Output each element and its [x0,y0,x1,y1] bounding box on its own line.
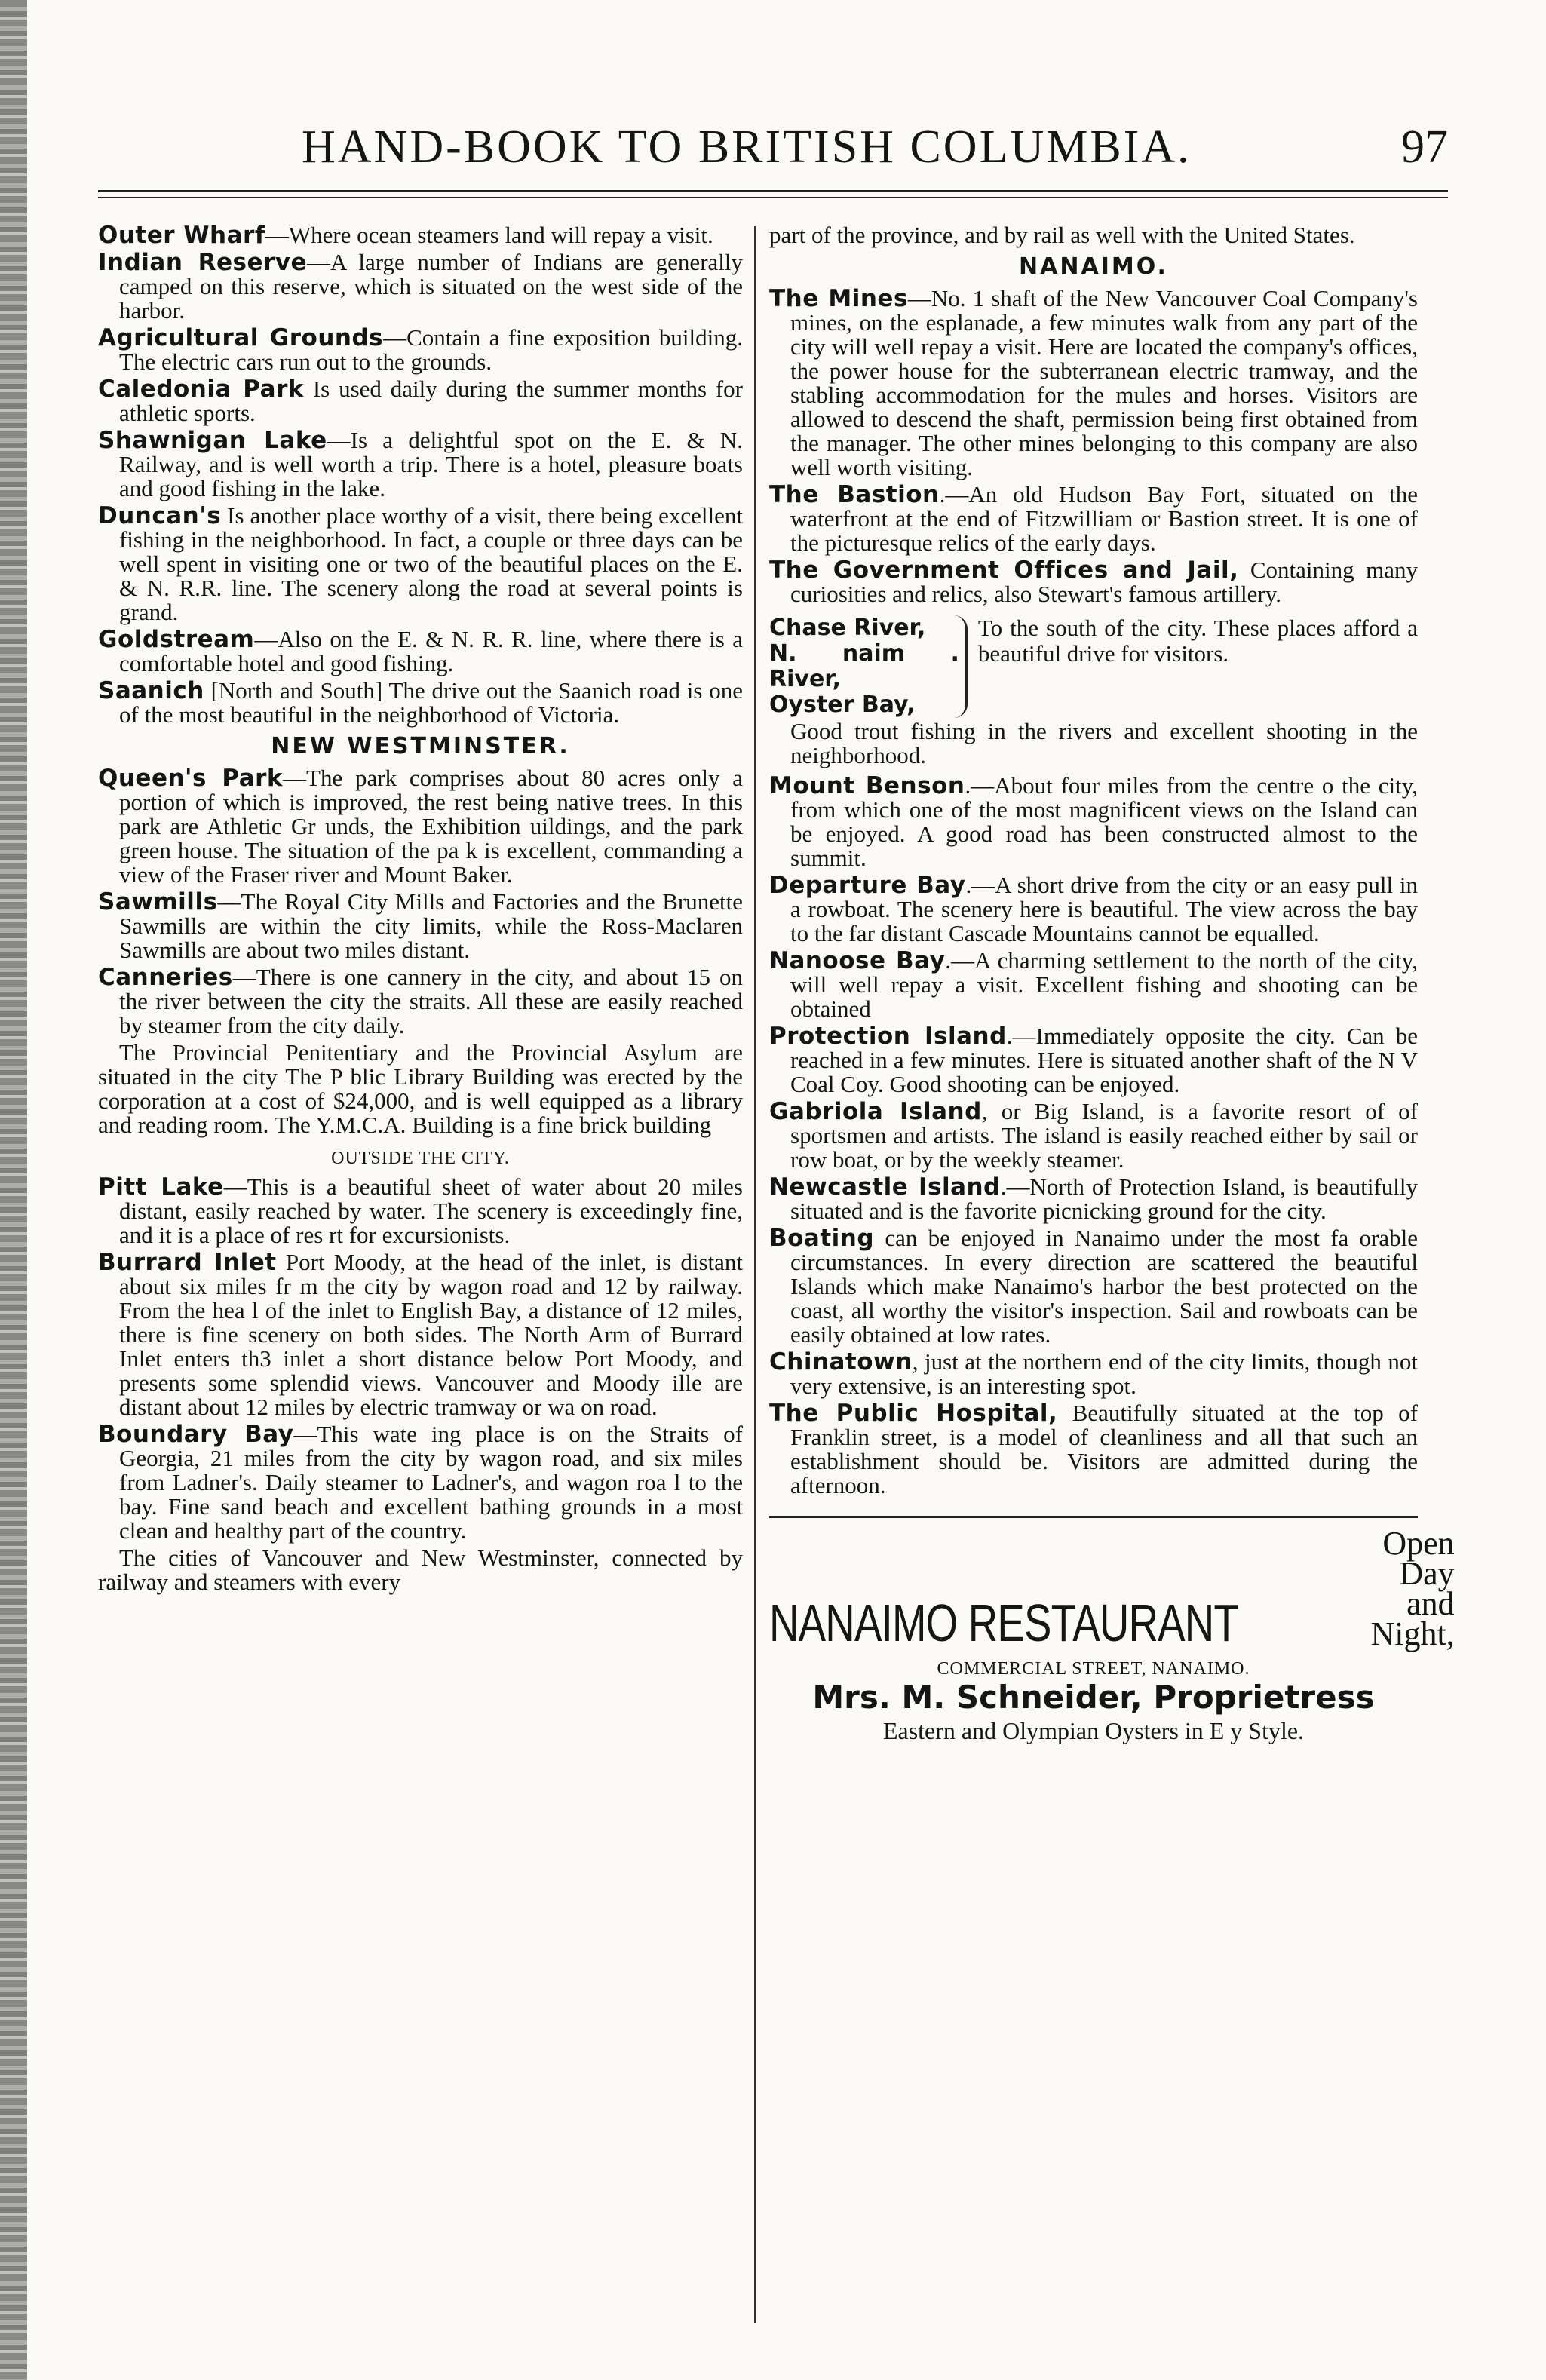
page-number: 97 [1401,121,1448,173]
place-oyster-bay: Oyster Bay, [769,692,916,718]
entry-term: The Government Offices and Jail, [769,557,1239,584]
continuation-text: part of the province, and by rail as well with the United States. [769,222,1355,248]
entry-indian-reserve [98,250,743,323]
place-chase-river: Chase River, [769,615,926,641]
entry-term: Saanich [98,677,204,704]
entry-text: .—About four miles from the centre o the city, from which one of the most magnificent views on the Island can be enjoyed. A good road has been constructed almost to the summit. [790,772,1419,871]
hours-line-2: and Night, [1370,1585,1455,1652]
entry-text: .—North of Protection Island, is beautifully situated and is the favorite picnicking ground for the city. [790,1173,1418,1224]
entry-text: , just at the northern end of the city limits, though not very extensive, is an interesting spot. [790,1348,1418,1399]
page-title: HAND-BOOK TO BRITISH COLUMBIA. [302,121,1192,173]
restaurant-specialty: Eastern and Olympian Oysters in E y Style. [882,1717,1305,1744]
entry-term: Nanoose Bay [769,947,946,974]
entry-boating [769,1226,1418,1347]
restaurant-address: COMMERCIAL STREET, NANAIMO. [937,1659,1250,1679]
left-column [98,223,743,1597]
entry-boundary-bay [98,1422,743,1543]
entry-term: The Public Hospital, [769,1400,1058,1427]
entry-text: —There is one cannery in the city, and about 15 on the river between the city the straits. All these are easily reached by steamer from the city daily. [119,964,743,1038]
entry-term: Caledonia Park [98,376,305,403]
entry-term: Boundary Bay [98,1421,294,1448]
entry-text: —No. 1 shaft of the New Vancouver Coal Company's mines, on the esplanade, a few minutes walk from any part of the city will well repay a visit. Here are located the company's offices, the power house for the subterranean electric tramway, and the stabling accommodation for the mules and horses. Visitors are allowed to descend the shaft, permission being first obtained from the manager. The other mines belonging to this company are also well worth visiting. [790,285,1418,480]
entry-text: —Also on the E. & N. R. R. line, where there is a comfortable hotel and good fishing. [119,626,743,676]
entry-the-bastion [769,483,1418,555]
entry-shawnigan-lake [98,428,743,501]
entry-public-hospital [769,1401,1418,1498]
entry-term: Newcastle Island [769,1173,1001,1201]
entry-term: The Bastion [769,481,940,508]
entry-text: —The Royal City Mills and Factories and the Brunette Sawmills are within the city limits, while the Ross-Maclaren Sawmills are about two miles distant. [119,888,743,963]
entry-sawmills [98,890,743,962]
entry-nanoose-bay [769,949,1418,1021]
advert-headline [769,1525,1455,1652]
entry-term: Shawnigan Lake [98,427,327,454]
institutions-paragraph: The Provincial Penitentiary and the Provincial Asylum are situated in the city The P blic Library Building was erected by the corporation at a cost of $24,000, and is well equipped as a library and reading room. The Y.M.C.A. Building is a fine brick building [98,1039,743,1138]
entry-term: Sawmills [98,888,218,916]
entry-text: Port Moody, at the head of the inlet, is distant about six miles fr m the city by wagon road and 12 by railway. From the hea l of the inlet to English Bay, a distance of 12 miles, there is fine scenery on both sides. The North Arm of Burrard Inlet enters th3 inlet a short distance below Port Moody, and presents some splendid views. Vancouver and Moody ille are distant about 12 miles by electric tramway or wa on road. [119,1249,743,1420]
entry-term: Indian Reserve [98,249,308,276]
entry-text: Beautifully situated at the top of Franklin street, is a model of cleanliness and all that such an establishment should be. Visitors are admitted during the afternoon. [790,1400,1418,1498]
entry-text: .—An old Hudson Bay Fort, situated on the waterfront at the end of Fitzwilliam or Bastion street. It is one of the picturesque relics of the early days. [790,481,1419,556]
entry-term: Gabriola Island [769,1098,982,1125]
entry-term: Protection Island [769,1023,1007,1050]
entry-goldstream [98,627,743,676]
entry-text: can be enjoyed in Nanaimo under the most fa orable circumstances. In every direction are scattered the beautiful Islands which make Nanaimo's harbor the best protected on the coast, all worthy the visitor's inspection. Sail and rowboats can be easily obtained at low rates. [790,1225,1418,1348]
entry-outer-wharf [98,223,743,247]
entry-burrard-inlet [98,1250,743,1419]
scanned-page-edge [0,0,27,2380]
entry-term: Boating [769,1225,875,1252]
entry-term: Agricultural Grounds [98,324,384,351]
entry-text: , or Big Island, is a favorite resort of of sportsmen and artists. The island is easily reached either by sail or row boat, or by the weekly steamer. [790,1098,1418,1173]
entry-pitt-lake [98,1175,743,1247]
entry-text: .—A short drive from the city or an easy pull in a rowboat. The scenery here is beautiful. The view across the bay to the far distant Cascade Mountains cannot be equalled. [790,872,1418,946]
entry-agricultural-grounds [98,326,743,374]
right-column [769,222,1455,1744]
hours-line-1: Open Day [1382,1525,1455,1592]
sub-heading-outside-city: OUTSIDE THE CITY. [331,1149,510,1168]
entry-text: Containing many curiosities and relics, also Stewart's famous artillery. [790,557,1418,607]
entry-newcastle-island [769,1175,1418,1223]
entry-term: Outer Wharf [98,222,265,249]
entry-departure-bay [769,873,1418,946]
entry-term: Burrard Inlet [98,1249,277,1276]
closing-paragraph: The cities of Vancouver and New Westminster, connected by railway and steamers with every [98,1544,743,1595]
entry-term: The Mines [769,285,908,312]
entry-text: —Is a delightful spot on the E. & N. Railway, and is well worth a trip. There is a hotel, pleasure boats and good fishing in the lake. [119,427,744,501]
entry-caledonia-park [98,377,743,425]
opening-hours [1370,1525,1455,1652]
entry-saanich [98,679,743,727]
entry-text: Is used daily during the summer months for athletic sports. [119,376,743,426]
entry-text: —This is a beautiful sheet of water about 20 miles distant, easily reached by water. The scenery is exceedingly fine, and it is a place of res rt for excursionists. [119,1173,743,1248]
entry-term: Chinatown [769,1348,913,1376]
restaurant-name: NANAIMO RESTAURANT [769,1593,1239,1652]
section-heading-nanaimo: NANAIMO. [1019,253,1168,280]
restaurant-advert [769,1525,1455,1744]
entry-term: Canneries [98,964,233,991]
entry-protection-island [769,1024,1418,1096]
entry-text: [North and South] The drive out the Saanich road is one of the most beautiful in the neighborhood of Victoria. [119,677,743,728]
place-nanaimo-river: N. naim . River, [769,640,959,692]
entry-the-mines [769,287,1418,480]
entry-text: .—A charming settlement to the north of the city, will well repay a visit. Excellent fishing and shooting can be obtained [790,947,1418,1022]
entry-text: —This wate ing place is on the Straits of Georgia, 21 miles from the city by wagon road, and six miles from Ladner's. Daily steamer to Ladner's, and wagon roa l to the bay. Fine sand beach and excellent bathing grounds in a most clean and healthy part of the country. [119,1421,744,1544]
brace-description: To the south of the city. These places afford a beautiful drive for visitors. [977,615,1418,667]
entry-term: Goldstream [98,626,255,653]
brace-place-names [769,615,968,718]
column-divider [754,226,756,2323]
entry-text: —Where ocean steamers land will repay a visit. [265,222,713,248]
entry-duncans [98,504,743,624]
entry-term: Departure Bay [769,872,966,899]
entry-mount-benson [769,774,1418,870]
entry-text: —The park comprises about 80 acres only a portion of which is improved, the rest being native trees. In this park are Athletic Gr unds, the Exhibition uildings, and the park green house. The situation of the pa k is excellent, commanding a view of the Fraser river and Mount Baker. [119,765,743,888]
running-head [98,113,1448,173]
section-heading-new-westminster: NEW WESTMINSTER. [271,733,570,759]
entry-canneries [98,965,743,1038]
entry-term: Pitt Lake [98,1173,224,1201]
rivers-brace-group [769,615,1418,718]
entry-text: —A large number of Indians are generally camped on this reserve, which is situated on the west side of the harbor. [119,249,743,324]
entry-term: Duncan's [98,502,222,529]
entry-term: Mount Benson [769,772,965,799]
entry-text: .—Immediately opposite the city. Can be reached in a few minutes. Here is situated another shaft of the N V Coal Coy. Good shooting can be enjoyed. [790,1023,1418,1097]
entry-text: —Contain a fine exposition building. The electric cars run out to the grounds. [119,324,743,375]
entry-text: Is another place worthy of a visit, there being excellent fishing in the neighborhood. In fact, a couple or three days can be well spent in visiting one or two of the beautiful places on the E. & N. R.R. line. The scenery along the road at several points is grand. [119,502,743,625]
entry-chinatown [769,1350,1418,1398]
entry-gabriola-island [769,1100,1418,1172]
header-rule [98,190,1448,198]
entry-term: Queen's Park [98,765,284,792]
fishing-note: Good trout fishing in the rivers and excellent shooting in the neighborhood. [790,718,1418,768]
entry-government-offices [769,558,1418,606]
advert-rule [769,1516,1418,1518]
entry-queens-park [98,766,743,887]
restaurant-proprietor: Mrs. M. Schneider, Proprietress [812,1679,1375,1716]
